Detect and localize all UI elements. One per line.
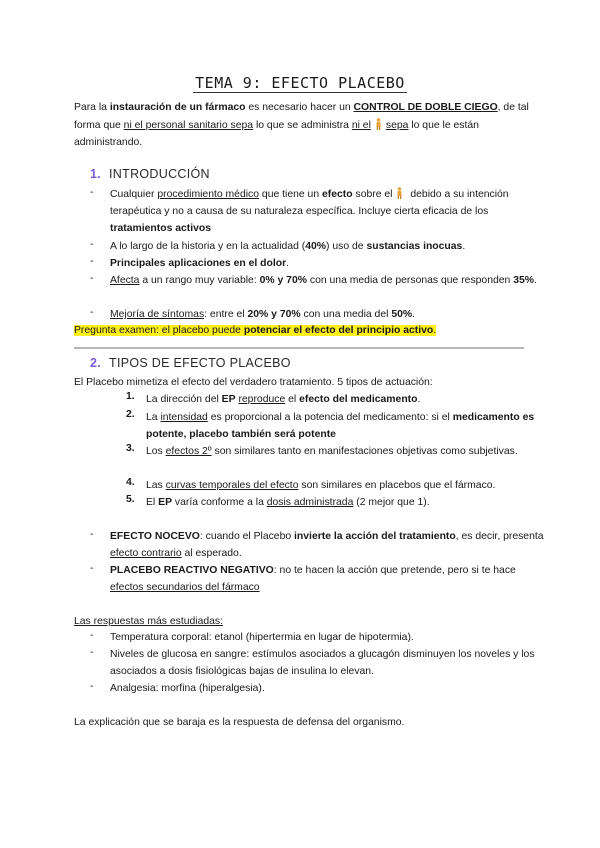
bullet-dash: - bbox=[90, 307, 94, 318]
ordered-item: La intensidad es proporcional a la potencia del medicamento: si el medicamento es potente, placebo también será potente bbox=[146, 412, 535, 440]
list-item: Afecta a un rango muy variable: 0% y 70% con una media de personas que responden 35%. bbox=[110, 275, 537, 286]
list-item: PLACEBO REACTIVO NEGATIVO: no te hacen la acción que pretende, pero si te hace efectos secundarios del fármaco bbox=[110, 565, 516, 593]
person-icon bbox=[374, 118, 383, 130]
ordered-number: 4. bbox=[126, 477, 135, 488]
ordered-number: 3. bbox=[126, 443, 135, 454]
section-lead: El Placebo mimetiza el efecto del verdadero tratamiento. 5 tipos de actuación: bbox=[74, 377, 433, 388]
responses-heading: Las respuestas más estudiadas: bbox=[74, 616, 224, 627]
ordered-item: El EP varía conforme a la dosis administrada (2 mejor que 1). bbox=[146, 497, 430, 508]
bullet-dash: - bbox=[90, 256, 94, 267]
ordered-number: 5. bbox=[126, 494, 135, 505]
closing-paragraph: La explicación que se baraja es la respuesta de defensa del organismo. bbox=[74, 717, 405, 728]
section-divider bbox=[74, 347, 524, 349]
bullet-dash: - bbox=[90, 630, 94, 641]
bullet-dash: - bbox=[90, 273, 94, 284]
list-item: Temperatura corporal: etanol (hipertermia en lugar de hipotermia). bbox=[110, 632, 414, 643]
section-heading-introduccion: 1. INTRODUCCIÓN bbox=[90, 167, 210, 181]
ordered-item: Los efectos 2º son similares tanto en manifestaciones objetivas como subjetivas. bbox=[146, 446, 518, 457]
section-heading-tipos: 2. TIPOS DE EFECTO PLACEBO bbox=[90, 356, 291, 370]
ordered-number: 1. bbox=[126, 391, 135, 402]
list-item: Analgesia: morfina (hiperalgesia). bbox=[110, 683, 265, 694]
person-icon bbox=[395, 187, 404, 199]
page-title: TEMA 9: EFECTO PLACEBO bbox=[195, 74, 405, 92]
ordered-item: La dirección del EP reproduce el efecto del medicamento. bbox=[146, 394, 421, 405]
list-item: Niveles de glucosa en sangre: estímulos asociados a glucagón disminuyen los noveles y los asociados a dosis fisiológicas bajas de insulina lo elevan. bbox=[110, 649, 535, 677]
bullet-dash: - bbox=[90, 187, 94, 198]
list-item: EFECTO NOCEVO: cuando el Placebo invierte la acción del tratamiento, es decir, presenta efecto contrario al esperado. bbox=[110, 531, 544, 559]
ordered-item: Las curvas temporales del efecto son similares en placebos que el fármaco. bbox=[146, 480, 496, 491]
bullet-dash: - bbox=[90, 681, 94, 692]
list-item: Cualquier procedimiento médico que tiene un efecto sobre el debido a su intención terapéutica y no a causa de su naturaleza específica. Incluye cierta eficacia de los tratamientos activos bbox=[110, 189, 509, 234]
list-item: Mejoría de síntomas: entre el 20% y 70% con una media del 50%. bbox=[110, 309, 416, 320]
bullet-dash: - bbox=[90, 647, 94, 658]
bullet-dash: - bbox=[90, 563, 94, 574]
bullet-dash: - bbox=[90, 529, 94, 540]
bullet-dash: - bbox=[90, 239, 94, 250]
intro-paragraph: Para la instauración de un fármaco es necesario hacer un CONTROL DE DOBLE CIEGO, de tal forma que ni el personal sanitario sepa lo que se administra ni el sepa lo que le están administrando. bbox=[74, 102, 529, 148]
ordered-number: 2. bbox=[126, 409, 135, 420]
list-item: A lo largo de la historia y en la actualidad (40%) uso de sustancias inocuas. bbox=[110, 241, 466, 252]
list-item: Principales aplicaciones en el dolor. bbox=[110, 258, 290, 269]
exam-note: Pregunta examen: el placebo puede potenciar el efecto del principio activo. bbox=[74, 325, 437, 336]
